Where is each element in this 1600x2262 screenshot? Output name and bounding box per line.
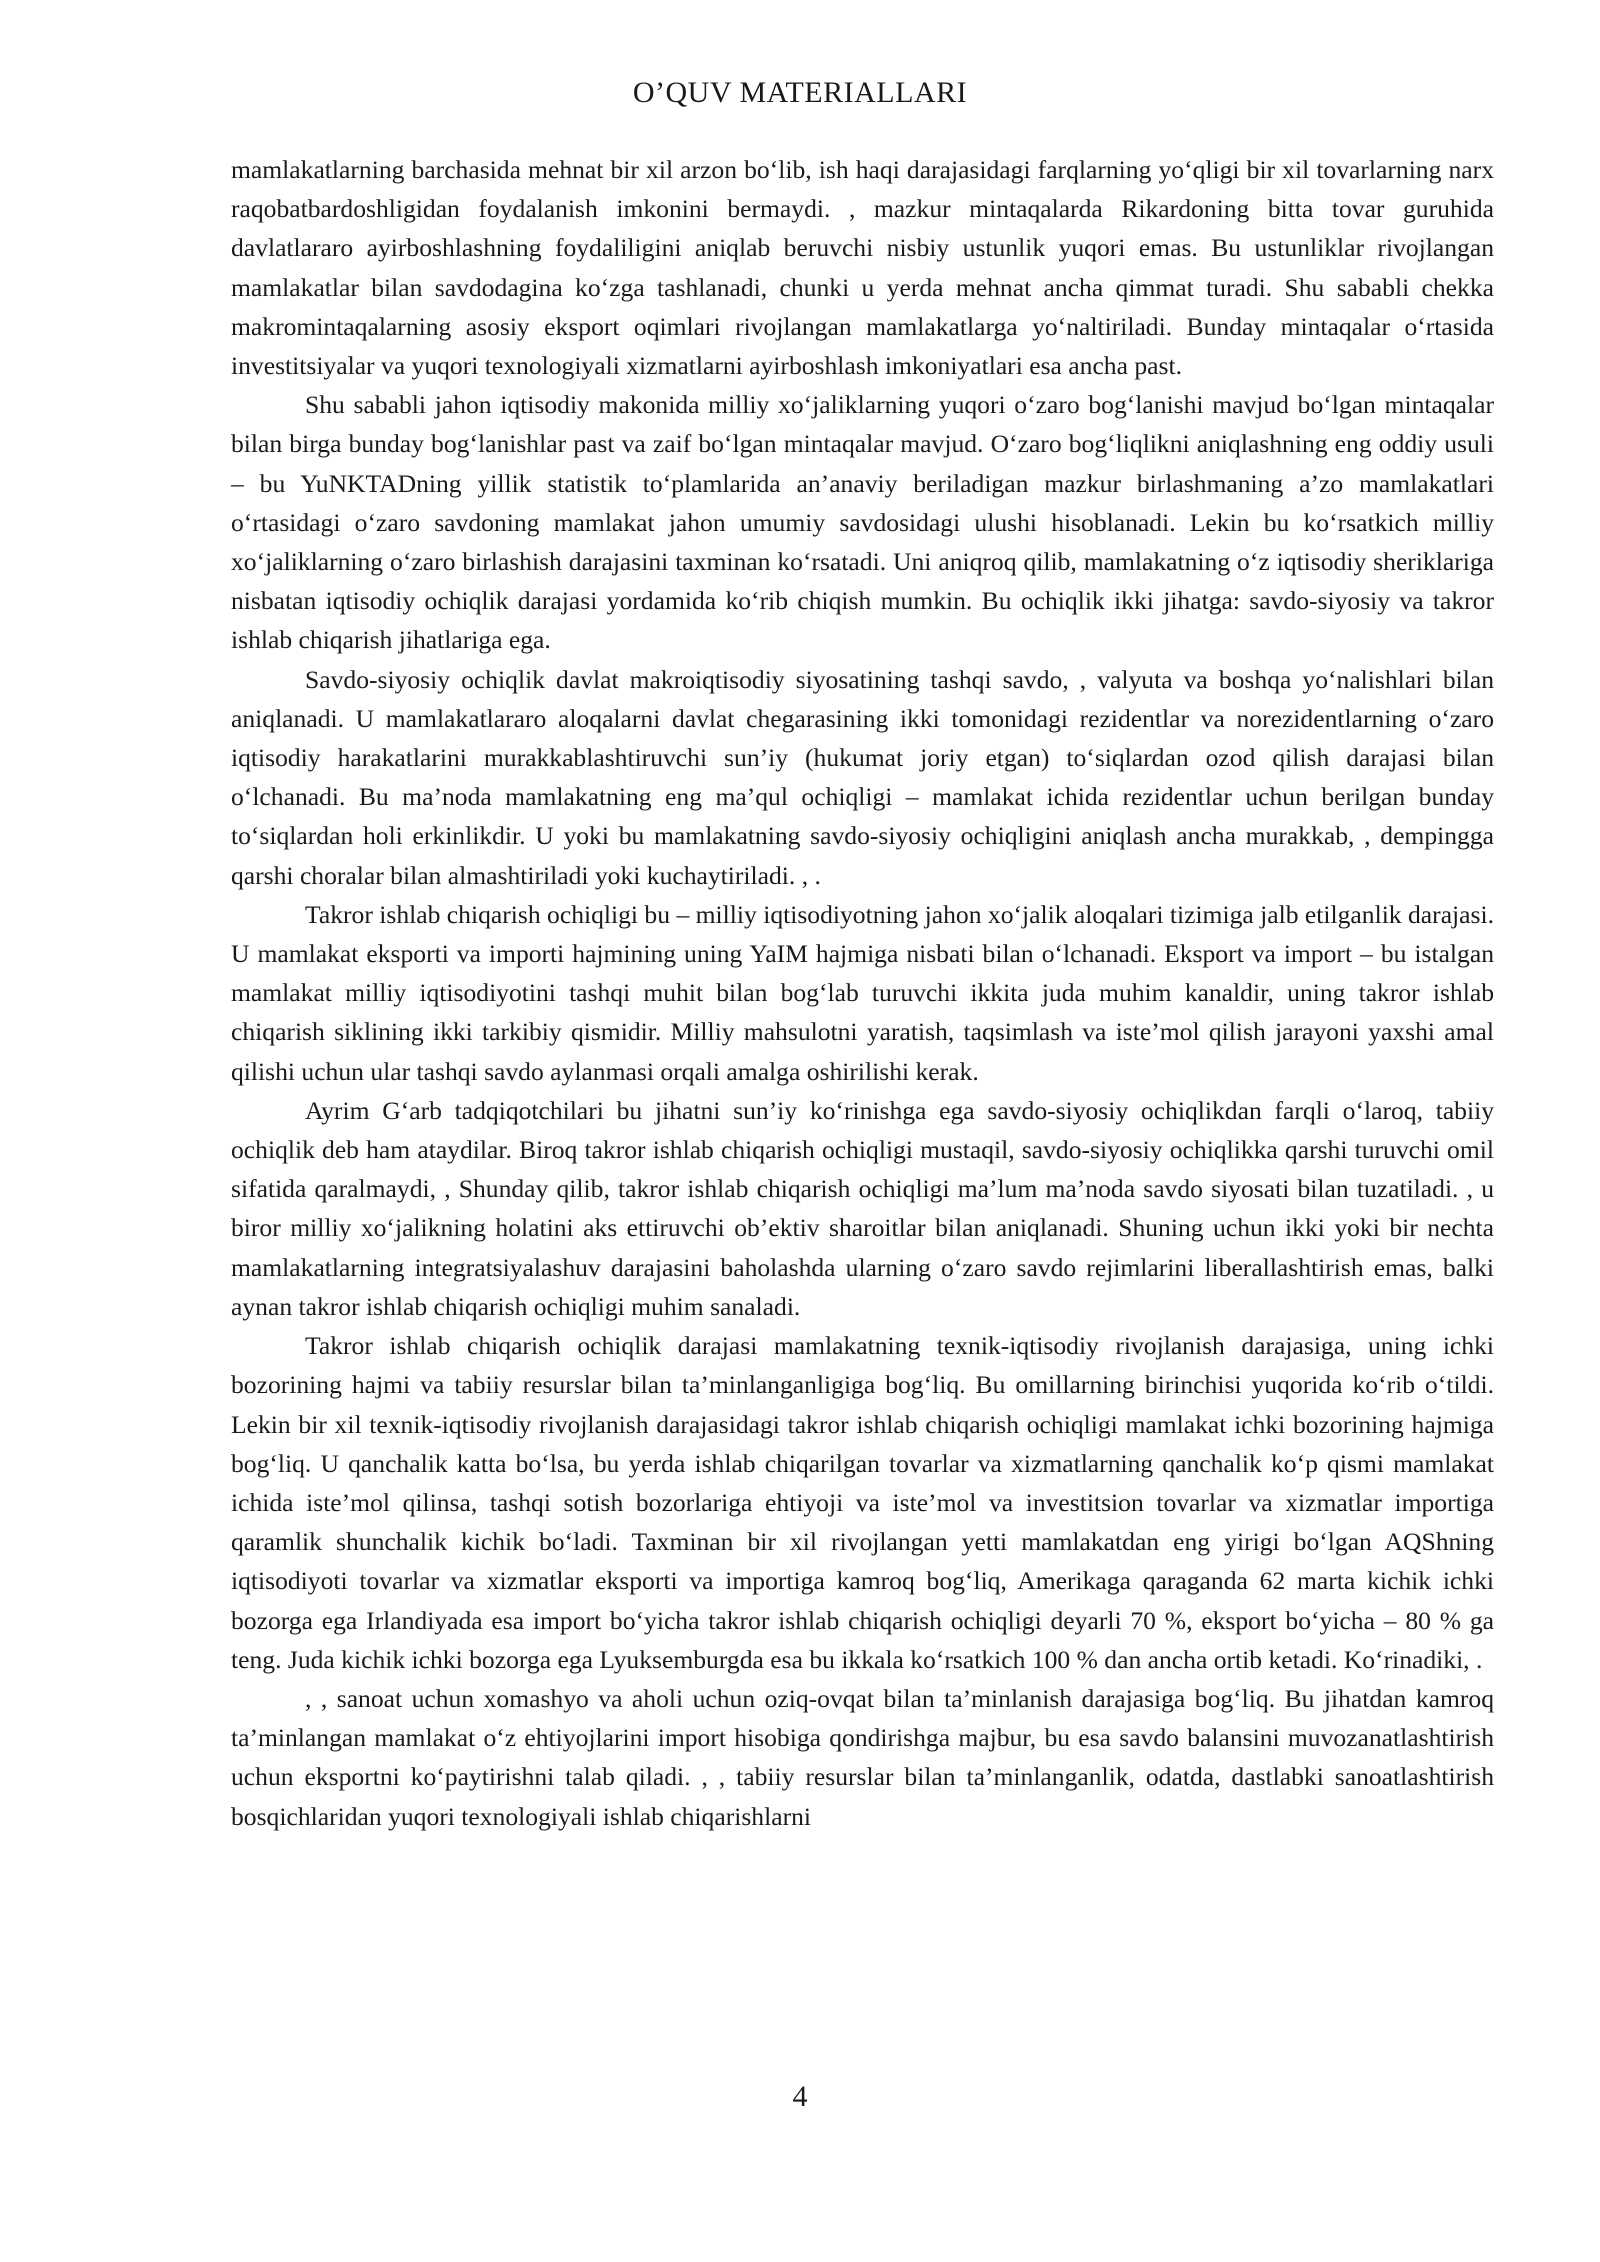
paragraph-4: Takror ishlab chiqarish ochiqligi bu – milliy iqtisodiyotning jahon xo‘jalik aloqalari tizimiga jalb etilganlik darajasi. U mamlakat eksporti va importi hajmining uning YaIM hajmiga nisbati bilan o‘lchanadi. Eksport va import – bu istalgan mamlakat milliy iqtisodiyotini tashqi muhit bilan bog‘lab turuvchi ikkita juda muhim kanaldir, uning takror ishlab chiqarish siklining ikki tarkibiy qismidir. Milliy mahsulotni yaratish, taqsimlash va iste’mol qilish jarayoni yaxshi amal qilishi uchun ular tashqi savdo aylanmasi orqali amalga oshirilishi kerak. <box>231 899 1494 1086</box>
paragraph-5: Ayrim G‘arb tadqiqotchilari bu jihatni sun’iy ko‘rinishga ega savdo-siyosiy ochiqlikdan farqli o‘laroq, tabiiy ochiqlik deb ham ataydilar. Biroq takror ishlab chiqarish ochiqligi mustaqil, savdo-siyosiy ochiqlikka qarshi turuvchi omil sifatida qaralmaydi, , Shunday qilib, takror ishlab chiqarish ochiqligi ma’lum ma’noda savdo siyosati bilan tuzatiladi. , u biror milliy xo‘jalikning holatini aks ettiruvchi ob’ektiv sharoitlar bilan aniqlanadi. Shuning uchun ikki yoki bir nechta mamlakatlarning integratsiyalashuv darajasini baholashda ularning o‘zaro savdo rejimlarini liberallashtirish emas, balki aynan takror ishlab chiqarish ochiqligi muhim sanaladi. <box>231 1095 1494 1321</box>
paragraph-7: , , sanoat uchun xomashyo va aholi uchun oziq-ovqat bilan ta’minlanish darajasiga bog‘liq. Bu jihatdan kamroq ta’minlangan mamlakat o‘z ehtiyojlarini import hisobiga qondirishga majbur, bu esa savdo balansini muvozanatlashtirish uchun eksportni ko‘paytirishni talab qiladi. , , tabiiy resurslar bilan ta’minlanganlik, odatda, dastlabki sanoatlashtirish bosqichlaridan yuqori texnologiyali ishlab chiqarishlarni <box>231 1683 1494 1831</box>
page-header-title: O’QUV MATERIALLARI <box>632 76 968 109</box>
paragraph-2: Shu sababli jahon iqtisodiy makonida milliy xo‘jaliklarning yuqori o‘zaro bog‘lanishi mavjud bo‘lgan mintaqalar bilan birga bunday bog‘lanishlar past va zaif bo‘lgan mintaqalar mavjud. O‘zaro bog‘liqlikni aniqlashning eng oddiy usuli – bu YuNKTADning yillik statistik to‘plamlarida an’anaviy beriladigan mazkur birlashmaning a’zo mamlakatlari o‘rtasidagi o‘zaro savdoning mamlakat jahon umumiy savdosidagi ulushi hisoblanadi. Lekin bu ko‘rsatkich milliy xo‘jaliklarning o‘zaro birlashish darajasini taxminan ko‘rsatadi. Uni aniqroq qilib, mamlakatning o‘z iqtisodiy sheriklariga nisbatan iqtisodiy ochiqlik darajasi yordamida ko‘rib chiqish mumkin. Bu ochiqlik ikki jihatga: savdo-siyosiy va takror ishlab chiqarish jihatlariga ega. <box>231 390 1494 655</box>
paragraph-3: Savdo-siyosiy ochiqlik davlat makroiqtisodiy siyosatining tashqi savdo, , valyuta va boshqa yo‘nalishlari bilan aniqlanadi. U mamlakatlararo aloqalarni davlat chegarasining ikki tomonidagi rezidentlar va norezidentlarning o‘zaro iqtisodiy harakatlarini murakkablashtiruvchi sun’iy (hukumat joriy etgan) to‘siqlardan ozod qilish darajasi bilan o‘lchanadi. Bu ma’noda mamlakatning eng ma’qul ochiqligi – mamlakat ichida rezidentlar uchun berilgan bunday to‘siqlardan holi erkinlikdir. U yoki bu mamlakatning savdo-siyosiy ochiqligini aniqlash ancha murakkab, , dempingga qarshi choralar bilan almashtiriladi yoki kuchaytiriladi. , . <box>231 664 1494 890</box>
paragraph-6: Takror ishlab chiqarish ochiqlik darajasi mamlakatning texnik-iqtisodiy rivojlanish darajasiga, uning ichki bozorining hajmi va tabiiy resurslar bilan ta’minlanganligiga bog‘liq. Bu omillarning birinchisi yuqorida ko‘rib o‘tildi. Lekin bir xil texnik-iqtisodiy rivojlanish darajasidagi takror ishlab chiqarish ochiqligi mamlakat ichki bozorining hajmiga bog‘liq. U qanchalik katta bo‘lsa, bu yerda ishlab chiqarilgan tovarlar va xizmatlarning qanchalik ko‘p qismi mamlakat ichida iste’mol qilinsa, tashqi sotish bozorlariga ehtiyoji va iste’mol va investitsion tovarlar va xizmatlar importiga qaramlik shunchalik kichik bo‘ladi. Taxminan bir xil rivojlangan yetti mamlakatdan eng yirigi bo‘lgan AQShning iqtisodiyoti tovarlar va xizmatlar eksporti va importiga kamroq bog‘liq, Amerikaga qaraganda 62 marta kichik ichki bozorga ega Irlandiyada esa import bo‘yicha takror ishlab chiqarish ochiqligi deyarli 70 %, eksport bo‘yicha – 80 % ga teng. Juda kichik ichki bozorga ega Lyuksemburgda esa bu ikkala ko‘rsatkich 100 % dan ancha ortib ketadi. Ko‘rinadiki, . <box>231 1331 1494 1674</box>
page-number: 4 <box>792 2080 808 2113</box>
body-text <box>231 150 1494 1836</box>
paragraph-1: mamlakatlarning barchasida mehnat bir xil arzon bo‘lib, ish haqi darajasidagi farqlarning yo‘qligi bir xil tovarlarning narx raqobatbardoshligidan foydalanish imkonini bermaydi. , mazkur mintaqalarda Rikardoning bitta tovar guruhida davlatlararo ayirboshlashning foydaliligini aniqlab beruvchi nisbiy ustunlik yuqori emas. Bu ustunliklar rivojlangan mamlakatlar bilan savdodagina ko‘zga tashlanadi, chunki u yerda mehnat ancha qimmat turadi. Shu sababli chekka makromintaqalarning asosiy eksport oqimlari rivojlangan mamlakatlarga yo‘naltiriladi. Bunday mintaqalar o‘rtasida investitsiyalar va yuqori texnologiyali xizmatlarni ayirboshlash imkoniyatlari esa ancha past. <box>231 155 1494 381</box>
